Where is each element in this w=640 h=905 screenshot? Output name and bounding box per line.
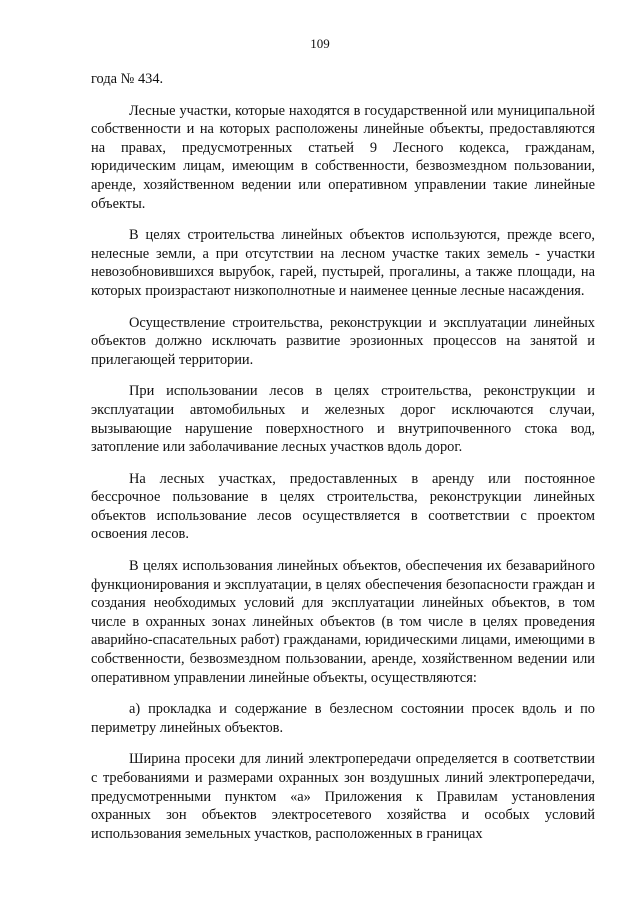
document-body [91,70,595,843]
paragraph-continuation: года № 434. [91,71,164,87]
paragraph-linear-objects-use: В целях использования линейных объектов, обеспечения их безаварийного функционирования и эксплуатации, в целях обеспечения безопасности граждан и создания необходимых условий для эксплуатации линейных объектов, в том числе в охранных зонах линейных объектов (в том числе в целях проведения аварийно-спасательных работ) гражданами, юридическими лицами, имеющими в собственности, безвозмездном пользовании, аренде, хозяйственном ведении или оперативном управлении линейные объекты, осуществляются: [91,558,595,686]
paragraph-erosion-prevention: Осуществление строительства, реконструкции и эксплуатации линейных объектов должно исключать развитие эрозионных процессов на занятой и прилегающей территории. [91,314,595,368]
paragraph-clearing-width: Ширина просеки для линий электропередачи определяется в соответствии с требованиями и размерами охранных зон воздушных линий электропередачи, предусмотренными пунктом «а» Приложения к Правилам установления охранных зон объектов электросетевого хозяйства и особых условий использования земельных участков, расположенных в границах [91,751,595,842]
paragraph-roads-drainage: При использовании лесов в целях строительства, реконструкции и эксплуатации автомобильных и железных дорог исключаются случаи, вызывающие нарушение поверхностного и внутрипочвенного стока вод, затопление или заболачивание лесных участков вдоль дорог. [91,383,595,456]
paragraph-lease-project: На лесных участках, предоставленных в аренду или постоянное бессрочное пользование в целях строительства, реконструкции линейных объектов использование лесов осуществляется в соответствии с проектом освоения лесов. [91,470,595,543]
paragraph-forest-plots-ownership: Лесные участки, которые находятся в государственной или муниципальной собственности и на которых расположены линейные объекты, предоставляются на правах, предусмотренных статьей 9 Лесного кодекса, гражданам, юридическим лицам, имеющим в собственности, безвозмездном пользовании, аренде, хозяйственном ведении или оперативном управлении такие линейные объекты. [91,102,595,212]
paragraph-construction-lands: В целях строительства линейных объектов используются, прежде всего, нелесные земли, а при отсутствии на лесном участке таких земель - участки невозобновившихся вырубок, гарей, пустырей, прогалины, а также площади, на которых произрастают низкополнотные и наименее ценные лесные насаждения. [91,227,595,299]
page-number: 109 [310,36,330,51]
paragraph-item-a-clearings: а) прокладка и содержание в безлесном состоянии просек вдоль и по периметру линейных объектов. [91,701,595,736]
